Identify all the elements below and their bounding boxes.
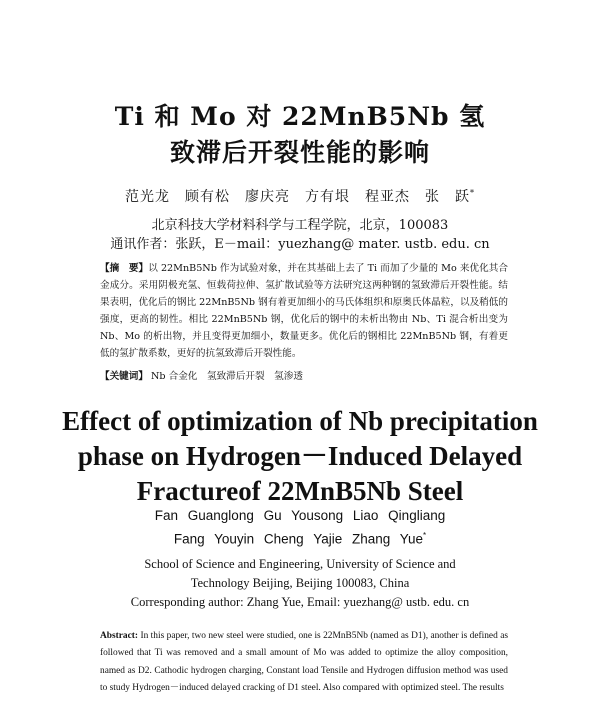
- chinese-title-line-2: 致滞后开裂性能的影响: [169, 138, 430, 167]
- chinese-title-line-1: Ti 和 Mo 对 22MnB5Nb 氢: [114, 102, 486, 131]
- english-title-line-2: phase on Hydrogen－Induced Delayed: [77, 441, 523, 471]
- english-title-line-1: Effect of optimization of Nb precipitation: [62, 406, 538, 436]
- chinese-keywords-label: 【关键词】: [100, 371, 148, 382]
- corresponding-author-mark: *: [470, 188, 475, 198]
- english-corresponding-mark: *: [423, 531, 427, 540]
- chinese-keywords-text: Nb 合金化 氢致滞后开裂 氢渗透: [151, 371, 303, 382]
- chinese-author-names: 范光龙 顾有松 廖庆亮 方有垠 程亚杰 张 跃: [125, 189, 470, 205]
- english-abstract-label: Abstract:: [100, 631, 139, 641]
- english-abstract: [100, 628, 508, 697]
- english-affiliation-line-2: Technology Beijing, Beijing 100083, China: [190, 576, 410, 590]
- chinese-abstract-label: 【摘 要】: [100, 263, 149, 274]
- chinese-corresponding-author: 通讯作者：张跃，E－mail：yuezhang@ mater. ustb. edu. cn: [110, 237, 490, 252]
- english-authors-line-2: [0, 526, 600, 549]
- english-author-names: Fang Youyin Cheng Yajie Zhang Yue: [173, 531, 424, 547]
- english-corresponding-author: Corresponding author: Zhang Yue, Email: yuezhang@ ustb. edu. cn: [130, 595, 470, 609]
- chinese-authors: [0, 186, 600, 206]
- english-title-line-3: Fractureof 22MnB5Nb Steel: [136, 476, 464, 506]
- chinese-affiliation: 北京科技大学材料科学与工程学院，北京，100083: [151, 218, 449, 233]
- english-affiliation-line-1: School of Science and Engineering, University of Science and: [144, 557, 456, 571]
- chinese-keywords: [100, 368, 508, 385]
- chinese-abstract: [100, 260, 508, 362]
- english-abstract-text: In this paper, two new steel were studied, one is 22MnB5Nb (named as D1), another is defined as followed that Ti was removed and a small amount of Mo was added to optimize the alloy composition, named as D2. Cathodic hydrogen charging, Constant load Tensile and Hydrogen diffusion method was used to study Hydrogen－induced delayed cracking of D1 steel. Also compared with optimized steel. The results: [100, 631, 509, 693]
- chinese-abstract-text: 以 22MnB5Nb 作为试验对象，并在其基础上去了 Ti 而加了少量的 Mo 来优化其合金成分。采用阴极充氢、恒载荷拉伸、氢扩散试验等方法研究这两种钢的氢致滞后开裂性能。结果表明，优化后的钢比 22MnB5Nb 钢有着更加细小的马氏体组织和原奥氏体晶粒，以及稍低的强度，更高的韧性。相比 22MnB5Nb 钢，优化后的钢中的未析出物由 Nb、Ti 混合析出变为 Nb、Mo 的析出物，并且变得更加细小，数量更多。优化后的钢相比 22MnB5Nb 钢，有着更低的氢扩散系数，更好的抗氢致滞后开裂性能。: [100, 263, 508, 359]
- english-authors-line-1: Fan Guanglong Gu Yousong Liao Qingliang: [154, 508, 446, 523]
